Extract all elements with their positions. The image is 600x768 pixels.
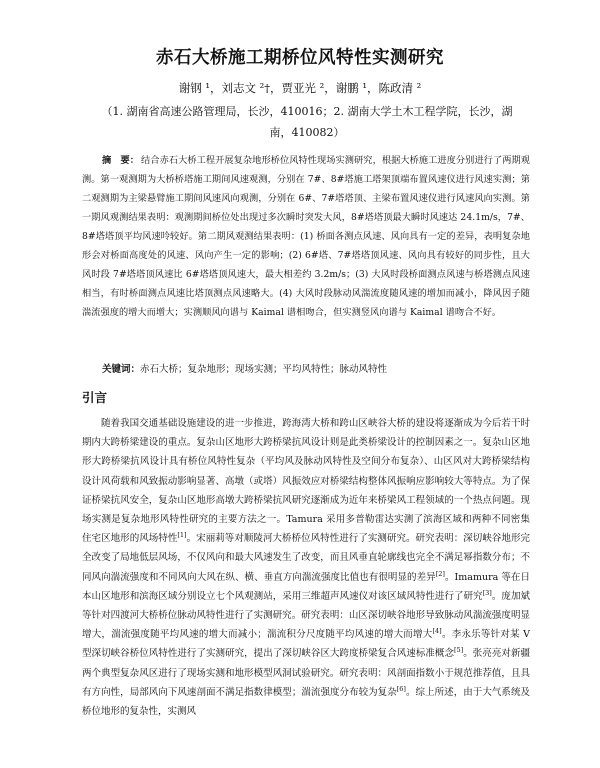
section-heading: 引言 xyxy=(82,390,108,405)
abstract xyxy=(82,151,530,322)
citation-6[interactable]: [6] xyxy=(396,684,406,693)
body-text-7: 。综上所述，由于大气系统及桥位地形的复杂性，实测风 xyxy=(82,686,530,718)
keywords xyxy=(82,361,530,375)
keywords-text: 赤石大桥；复杂地形；现场实测；平均风特性；脉动风特性 xyxy=(140,364,388,375)
body-text-3: 。Imamura 等在日本山区地形和滨海区域分别设立七个风观测站，采用三维超声风速仪对该区域风特性进行了研究 xyxy=(82,571,530,602)
body-paragraph xyxy=(82,414,530,721)
citation-4[interactable]: [4] xyxy=(432,627,442,636)
keywords-label: 关键词： xyxy=(102,364,141,375)
author-list: 谢钢 ¹，刘志文 ²†，贾亚光 ²，谢鹏 ¹，陈政清 ² xyxy=(178,81,422,95)
body-text-5: 。李永乐等针对某 V 型深切峡谷桥位风特性进行了实测研究，提出了深切峡谷区大跨度桥梁复合风速标准概念 xyxy=(82,629,530,660)
abstract-text: 结合赤石大桥工程开展复杂地形桥位风特性现场实测研究，根据大桥施工进度分别进行了两期观测。第一观测期为大桥桥塔施工期间风速观测，分别在 7#、8#塔施工塔架顶端布置风速仪进行风速实测；第二观测期为主梁悬臂施工期间风速风向观测，分别在 6#、7#塔塔顶、主梁布置风速仪进行风速风向实测。第一期风观测结果表明：观测期间桥位处出现过多次瞬时突发大风，8#塔塔顶最大瞬时风速达 24.1m/s，7#、8#塔塔顶平均风速呤较好。第二期风观测结果表明：(1) 桥面各测点风速、风向具有一定的差异，表明复杂地形会对桥面高度处的风速、风向产生一定的影响；(2) 6#塔、7#塔塔顶风速、风向具有较好的同步性，且大风时段 7#塔塔顶风速比 6#塔塔顶风速大，最大相差约 3.2m/s；(3) 大风时段桥面测点风速与桥塔测点风速相当，有时桥面测点风速比塔顶测点风速略大。(4) 大风时段脉动风湍流度随风速的增加而减小，降风因子随湍流强度的增大而增大；实测顺风向谱与 Kaimal 谱相吻合，但实测竖风向谱与 Kaimal 谱吻合不好。 xyxy=(82,155,530,318)
body-text-6: 。张亮亮对新疆两个典型复杂风区进行了现场实测和地形模型风洞试验研究。研究表明：风剖面指数小于规范推荐值，且具有方向性，局部风向下风速剖面不满足指数律模型；湍流强度分布较为复杂 xyxy=(82,648,530,698)
paper-title: 赤石大桥施工期桥位风特性实测研究 xyxy=(156,48,444,68)
body-text-2: 。宋丽莉等对顺陵河大桥桥位风特性进行了实测研究。研究表明：深切峡谷地形完全改变了局地低层风场，不仅风向和最大风速发生了改变，而且风垂直轮廓线也完全不满足幂指数分布；不同风向湍流强度和不同风向大风在纵、横、垂直方向湍流强度比值也有很明显的差异 xyxy=(82,533,530,583)
body-text-4: 。庞加斌等针对四渡河大桥桥位脉动风特性进行了实测研究。研究表明：山区深切峡谷地形导致脉动风湍流强度明显增大，湍流强度随平均风速的增大而减小；湍流积分尺度随平均风速的增大而增大 xyxy=(82,590,530,641)
citation-3[interactable]: [3] xyxy=(482,588,492,597)
citation-5[interactable]: [5] xyxy=(454,646,464,655)
citation-1[interactable]: [1] xyxy=(177,531,187,540)
affiliation: （1. 湖南省高速公路管理局，长沙，410016；2. 湖南大学土木工程学院，长沙，湖南，410082） xyxy=(101,105,513,139)
abstract-label: 摘 要： xyxy=(102,155,140,166)
citation-2[interactable]: [2] xyxy=(435,569,445,578)
body-text-1: 随着我国交通基础设施建设的进一步推进，跨海湾大桥和跨山区峡谷大桥的建设将逐渐成为今后若干时期内大跨桥梁建设的重点。复杂山区地形大跨桥梁抗风设计则是此类桥梁设计的控制因素之一。复杂山区地形大跨桥梁抗风设计具有桥位风特性复杂（平均风及脉动风特性及空间分布复杂）、山区风对大跨桥梁结构设计风荷载和风致振动影响显著、高墩（或塔）风振效应对桥梁结构整体风振响应影响较大等特点。为了保证桥梁抗风安全，复杂山区地形高墩大跨桥梁抗风研究逐渐成为近年来桥梁风工程领域的一个热点问题。现场实测是复杂地形风特性研究的主要方法之一。Tamura 采用多普勒雷达实测了滨海区域和两种不同密集住宅区地形的风场特性 xyxy=(82,418,530,545)
